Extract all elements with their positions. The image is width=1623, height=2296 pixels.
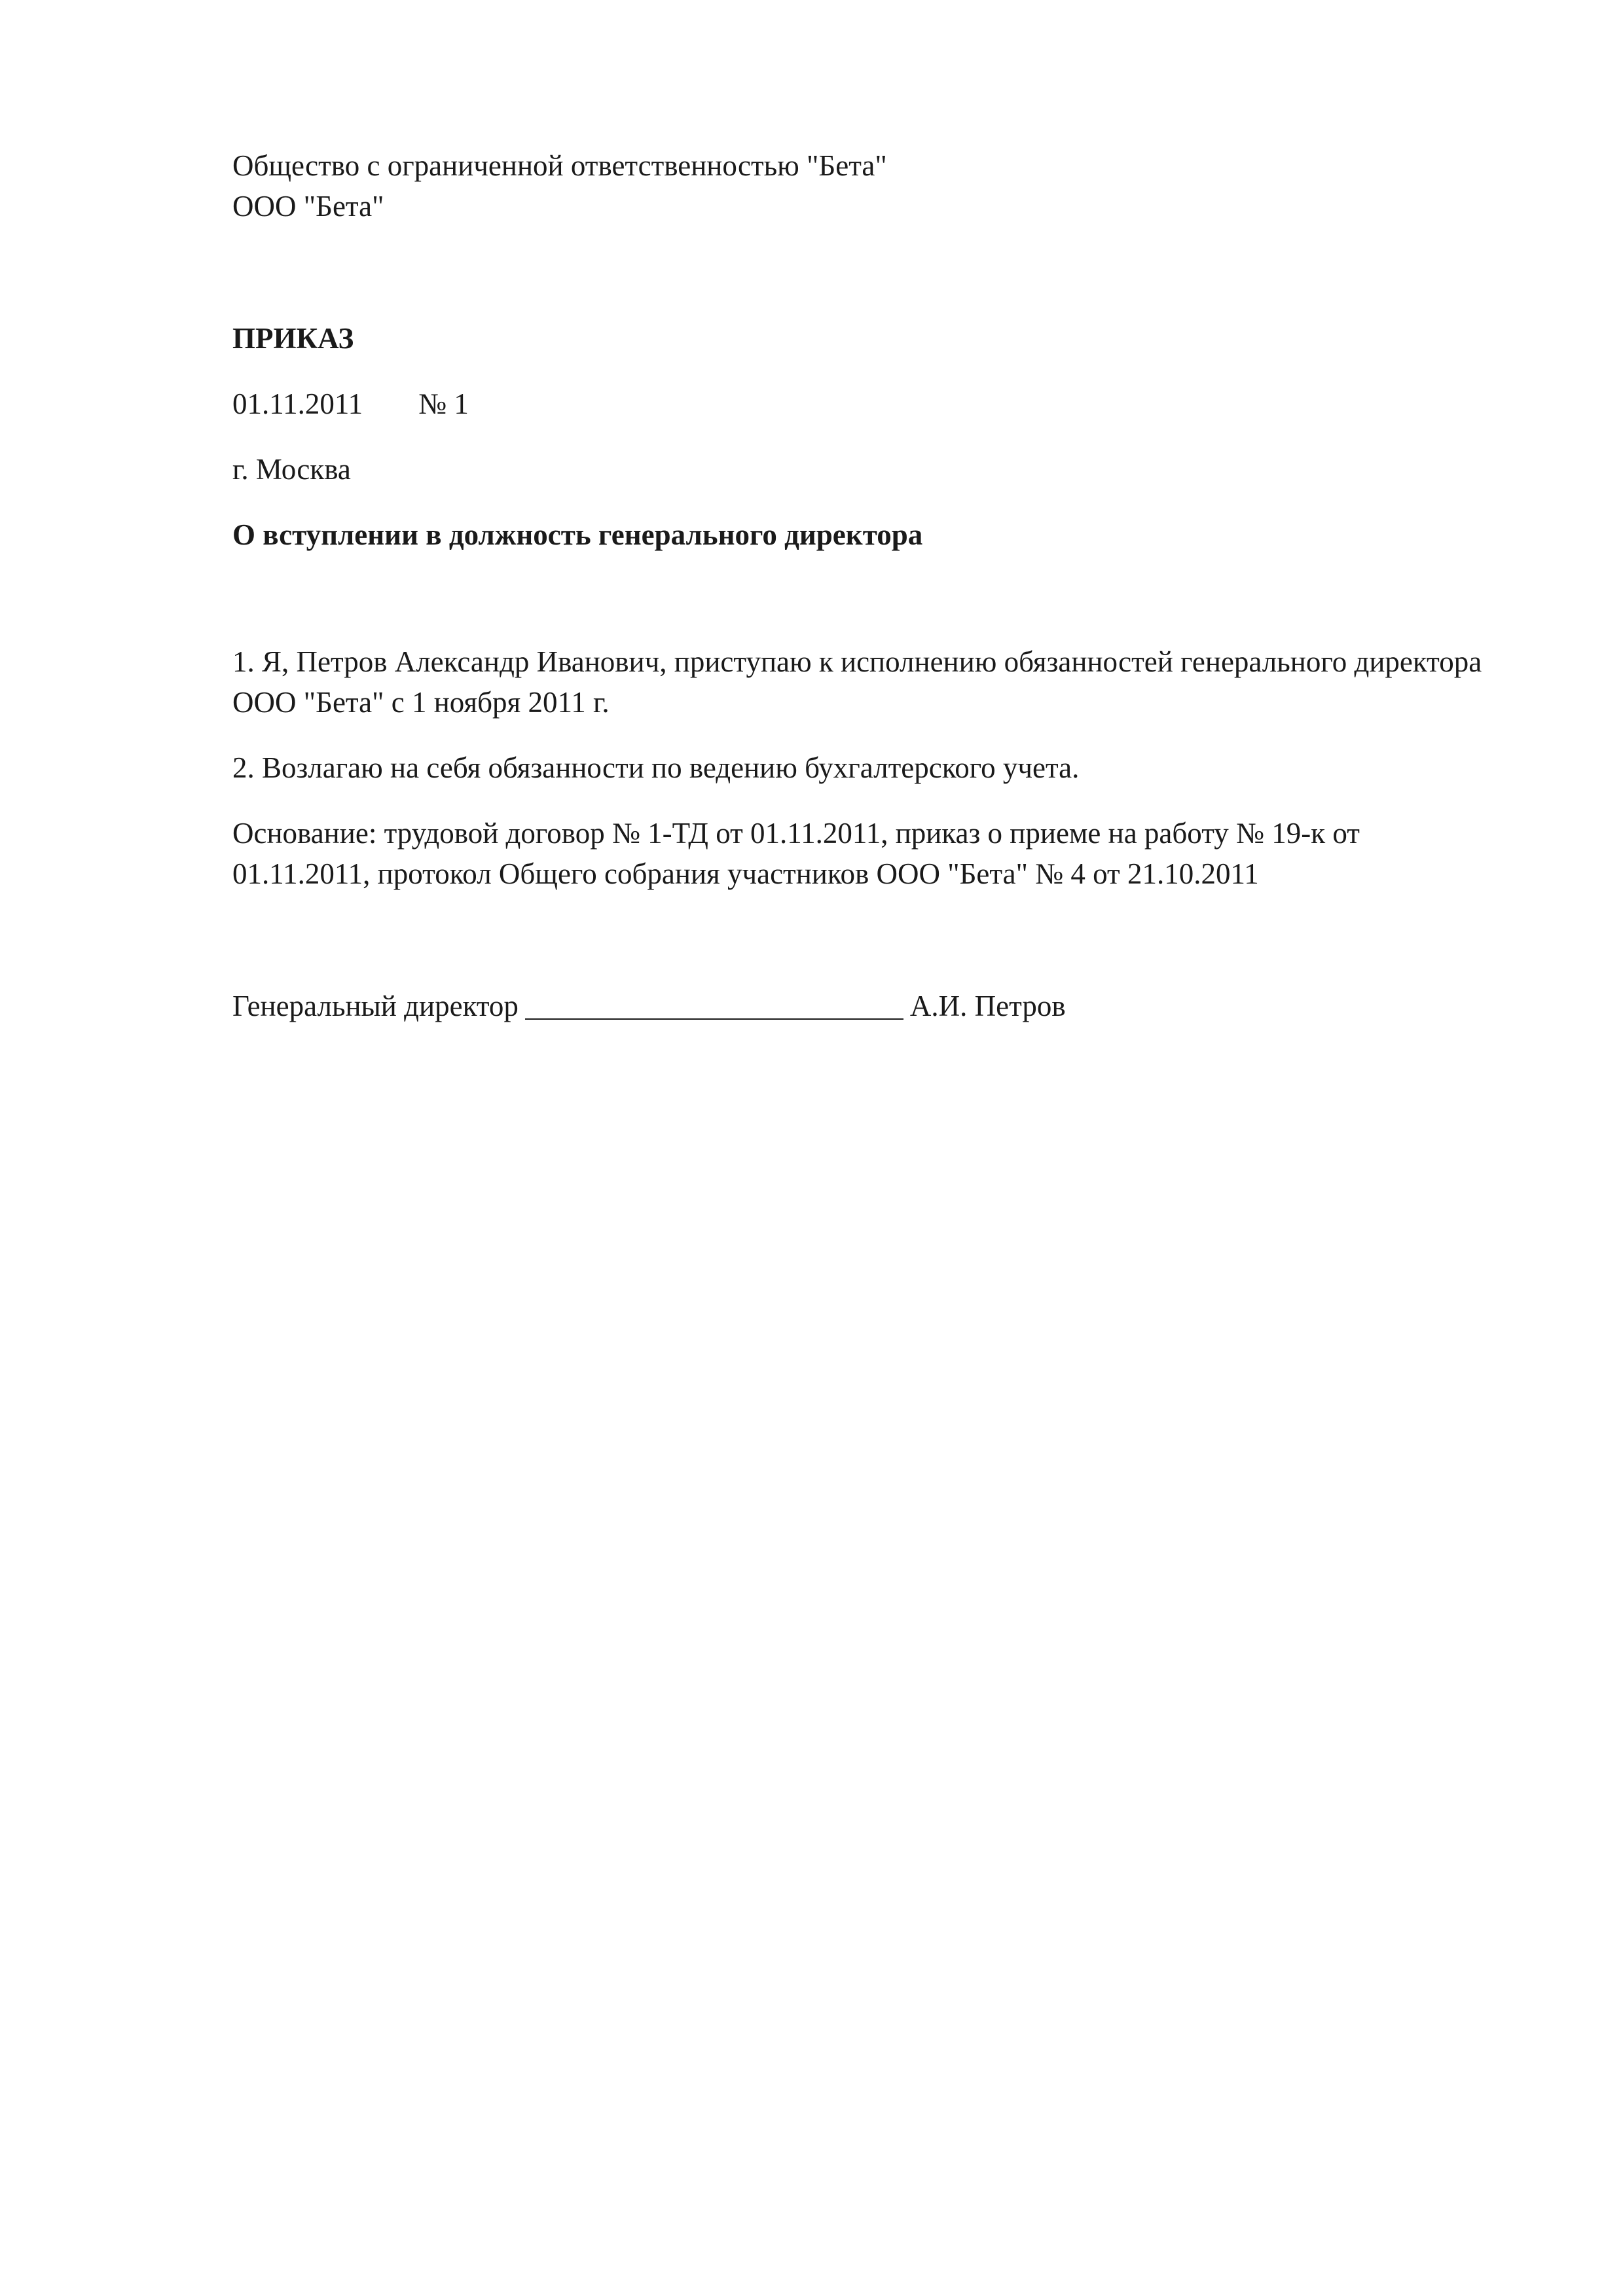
order-item-1 <box>232 641 1529 723</box>
organization-header <box>232 145 1529 226</box>
order-number: № 1 <box>418 387 469 420</box>
order-subject: О вступлении в должность генерального директора <box>232 518 923 551</box>
order-city: г. Москва <box>232 453 351 486</box>
order-basis-line-1: Основание: трудовой договор № 1-ТД от 01.11.2011, приказ о приеме на работу № 19-к от <box>232 817 1360 850</box>
order-item-2: 2. Возлагаю на себя обязанности по ведению бухгалтерского учета. <box>232 751 1080 784</box>
organization-short-name: ООО "Бета" <box>232 190 384 223</box>
signature-blank-line <box>525 992 903 1020</box>
signature-name: А.И. Петров <box>909 990 1066 1022</box>
order-date: 01.11.2011 <box>232 387 363 420</box>
order-basis-line-2: 01.11.2011, протокол Общего собрания участников ООО "Бета" № 4 от 21.10.2011 <box>232 857 1259 890</box>
signature-block <box>232 986 1529 1026</box>
order-basis <box>232 813 1529 894</box>
order-date-number <box>232 384 1529 424</box>
order-item-1-line-1: 1. Я, Петров Александр Иванович, приступаю к исполнению обязанностей генерального директора <box>232 645 1482 678</box>
organization-full-name: Общество с ограниченной ответственностью "Бета" <box>232 149 887 182</box>
order-title: ПРИКАЗ <box>232 322 354 355</box>
signature-position: Генеральный директор <box>232 990 519 1022</box>
order-item-1-line-2: ООО "Бета" с 1 ноября 2011 г. <box>232 686 610 719</box>
document-page <box>232 145 1529 1026</box>
